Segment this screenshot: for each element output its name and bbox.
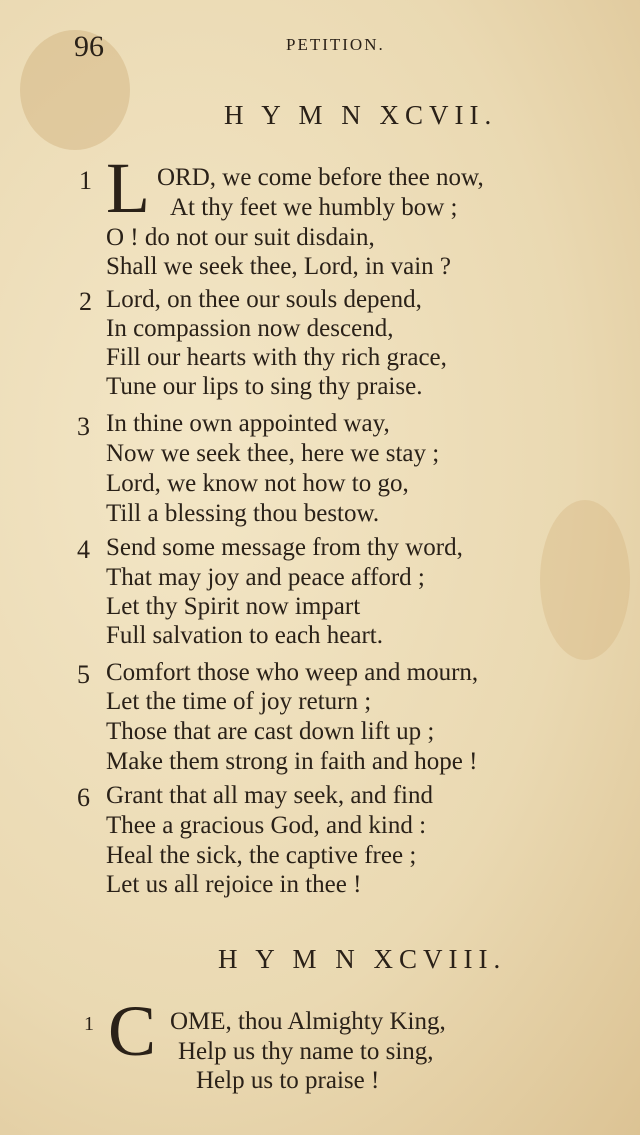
verse-line: Send some message from thy word,: [106, 534, 463, 561]
paper-stain: [540, 500, 630, 660]
verse-line: Fill our hearts with thy rich grace,: [106, 344, 447, 371]
verse-line: In thine own appointed way,: [106, 410, 390, 437]
page-number: 96: [74, 30, 104, 63]
verse-line: Thee a gracious God, and kind :: [106, 812, 427, 839]
verse-line: Lord, we know not how to go,: [106, 470, 409, 497]
verse-line: Heal the sick, the captive free ;: [106, 842, 417, 869]
verse-line: In compassion now descend,: [106, 315, 394, 342]
verse-line: Shall we seek thee, Lord, in vain ?: [106, 253, 452, 280]
stanza-number: 4: [77, 535, 90, 564]
verse-line: At thy feet we humbly bow ;: [170, 194, 458, 221]
verse-line: O ! do not our suit disdain,: [106, 224, 375, 251]
verse-line: Grant that all may seek, and find: [106, 782, 433, 809]
verse-line: Till a blessing thou bestow.: [106, 500, 380, 527]
stanza-number: 1: [79, 166, 92, 195]
hymn-title-98: H Y M N XCVIII.: [218, 944, 507, 974]
stanza-number: 3: [77, 412, 90, 441]
verse-line: Let the time of joy return ;: [106, 688, 372, 715]
verse-line: Now we seek thee, here we stay ;: [106, 440, 440, 467]
verse-line: Lord, on thee our souls depend,: [106, 286, 422, 313]
verse-line: That may joy and peace afford ;: [106, 564, 425, 591]
running-title: PETITION.: [286, 35, 385, 54]
drop-cap: L: [106, 148, 150, 228]
verse-line: Help us to praise !: [196, 1067, 380, 1094]
stanza-number: 6: [77, 783, 90, 812]
verse-line: Let thy Spirit now impart: [106, 593, 361, 620]
stanza-number: 2: [79, 287, 92, 316]
stanza-number: 5: [77, 660, 90, 689]
drop-cap: C: [108, 991, 157, 1071]
verse-line: Help us thy name to sing,: [178, 1038, 434, 1065]
verse-line: Comfort those who weep and mourn,: [106, 659, 479, 686]
verse-line: Make them strong in faith and hope !: [106, 748, 478, 775]
hymn-title-97: H Y M N XCVII.: [224, 100, 498, 130]
verse-line: ORD, we come before thee now,: [157, 164, 484, 191]
stanza-number: 1: [84, 1013, 94, 1035]
verse-line: Let us all rejoice in thee !: [106, 871, 362, 898]
verse-line: Those that are cast down lift up ;: [106, 718, 435, 745]
verse-line: Full salvation to each heart.: [106, 622, 384, 649]
verse-line: Tune our lips to sing thy praise.: [106, 373, 423, 400]
verse-line: OME, thou Almighty King,: [170, 1008, 446, 1035]
